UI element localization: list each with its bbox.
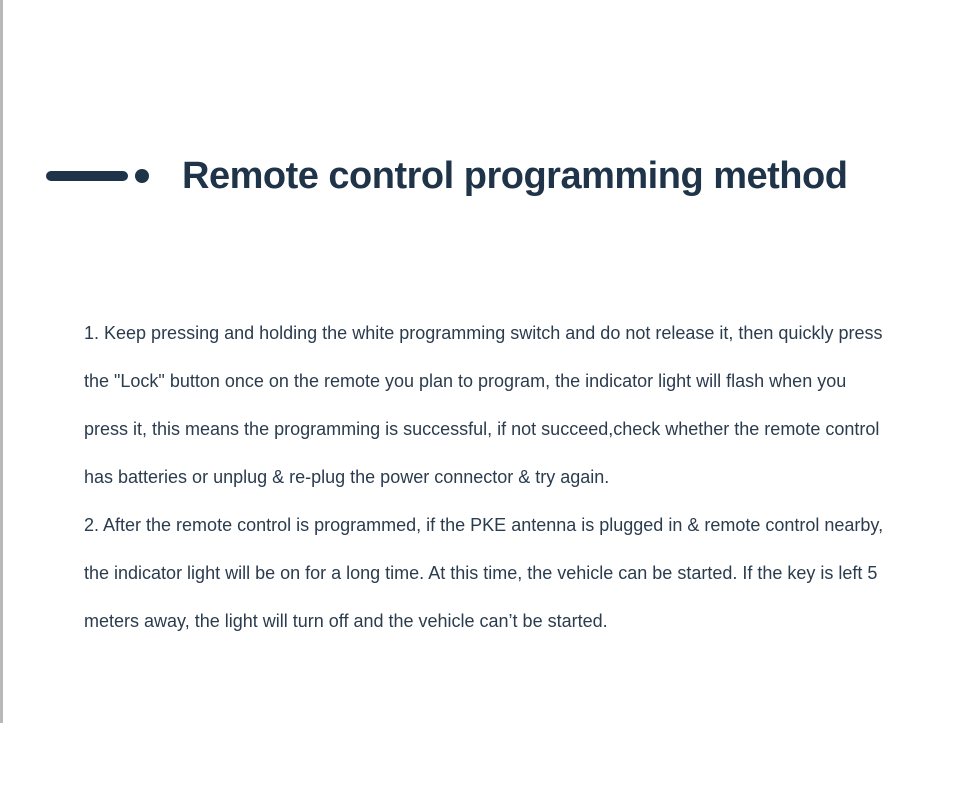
heading-decoration bbox=[46, 169, 182, 183]
instruction-step-1: 1. Keep pressing and holding the white programming switch and do not release it, then quickly press the "Lock" button once on the remote you plan to program, the indicator light will flash when you press it, this means the programming is successful, if not succeed,check whether the remote control has batteries or unplug & re-plug the power connector & try again. bbox=[84, 323, 883, 487]
decoration-dot bbox=[135, 169, 149, 183]
instructions-body bbox=[84, 309, 884, 645]
instruction-step-2: 2. After the remote control is programmed, if the PKE antenna is plugged in & remote control nearby, the indicator light will be on for a long time. At this time, the vehicle can be started. If the key is left 5 meters away, the light will turn off and the vehicle can’t be started. bbox=[84, 515, 884, 631]
page-title: Remote control programming method bbox=[182, 154, 848, 197]
decoration-bar bbox=[46, 171, 128, 181]
section-heading bbox=[46, 150, 847, 202]
left-border-line bbox=[0, 0, 3, 723]
